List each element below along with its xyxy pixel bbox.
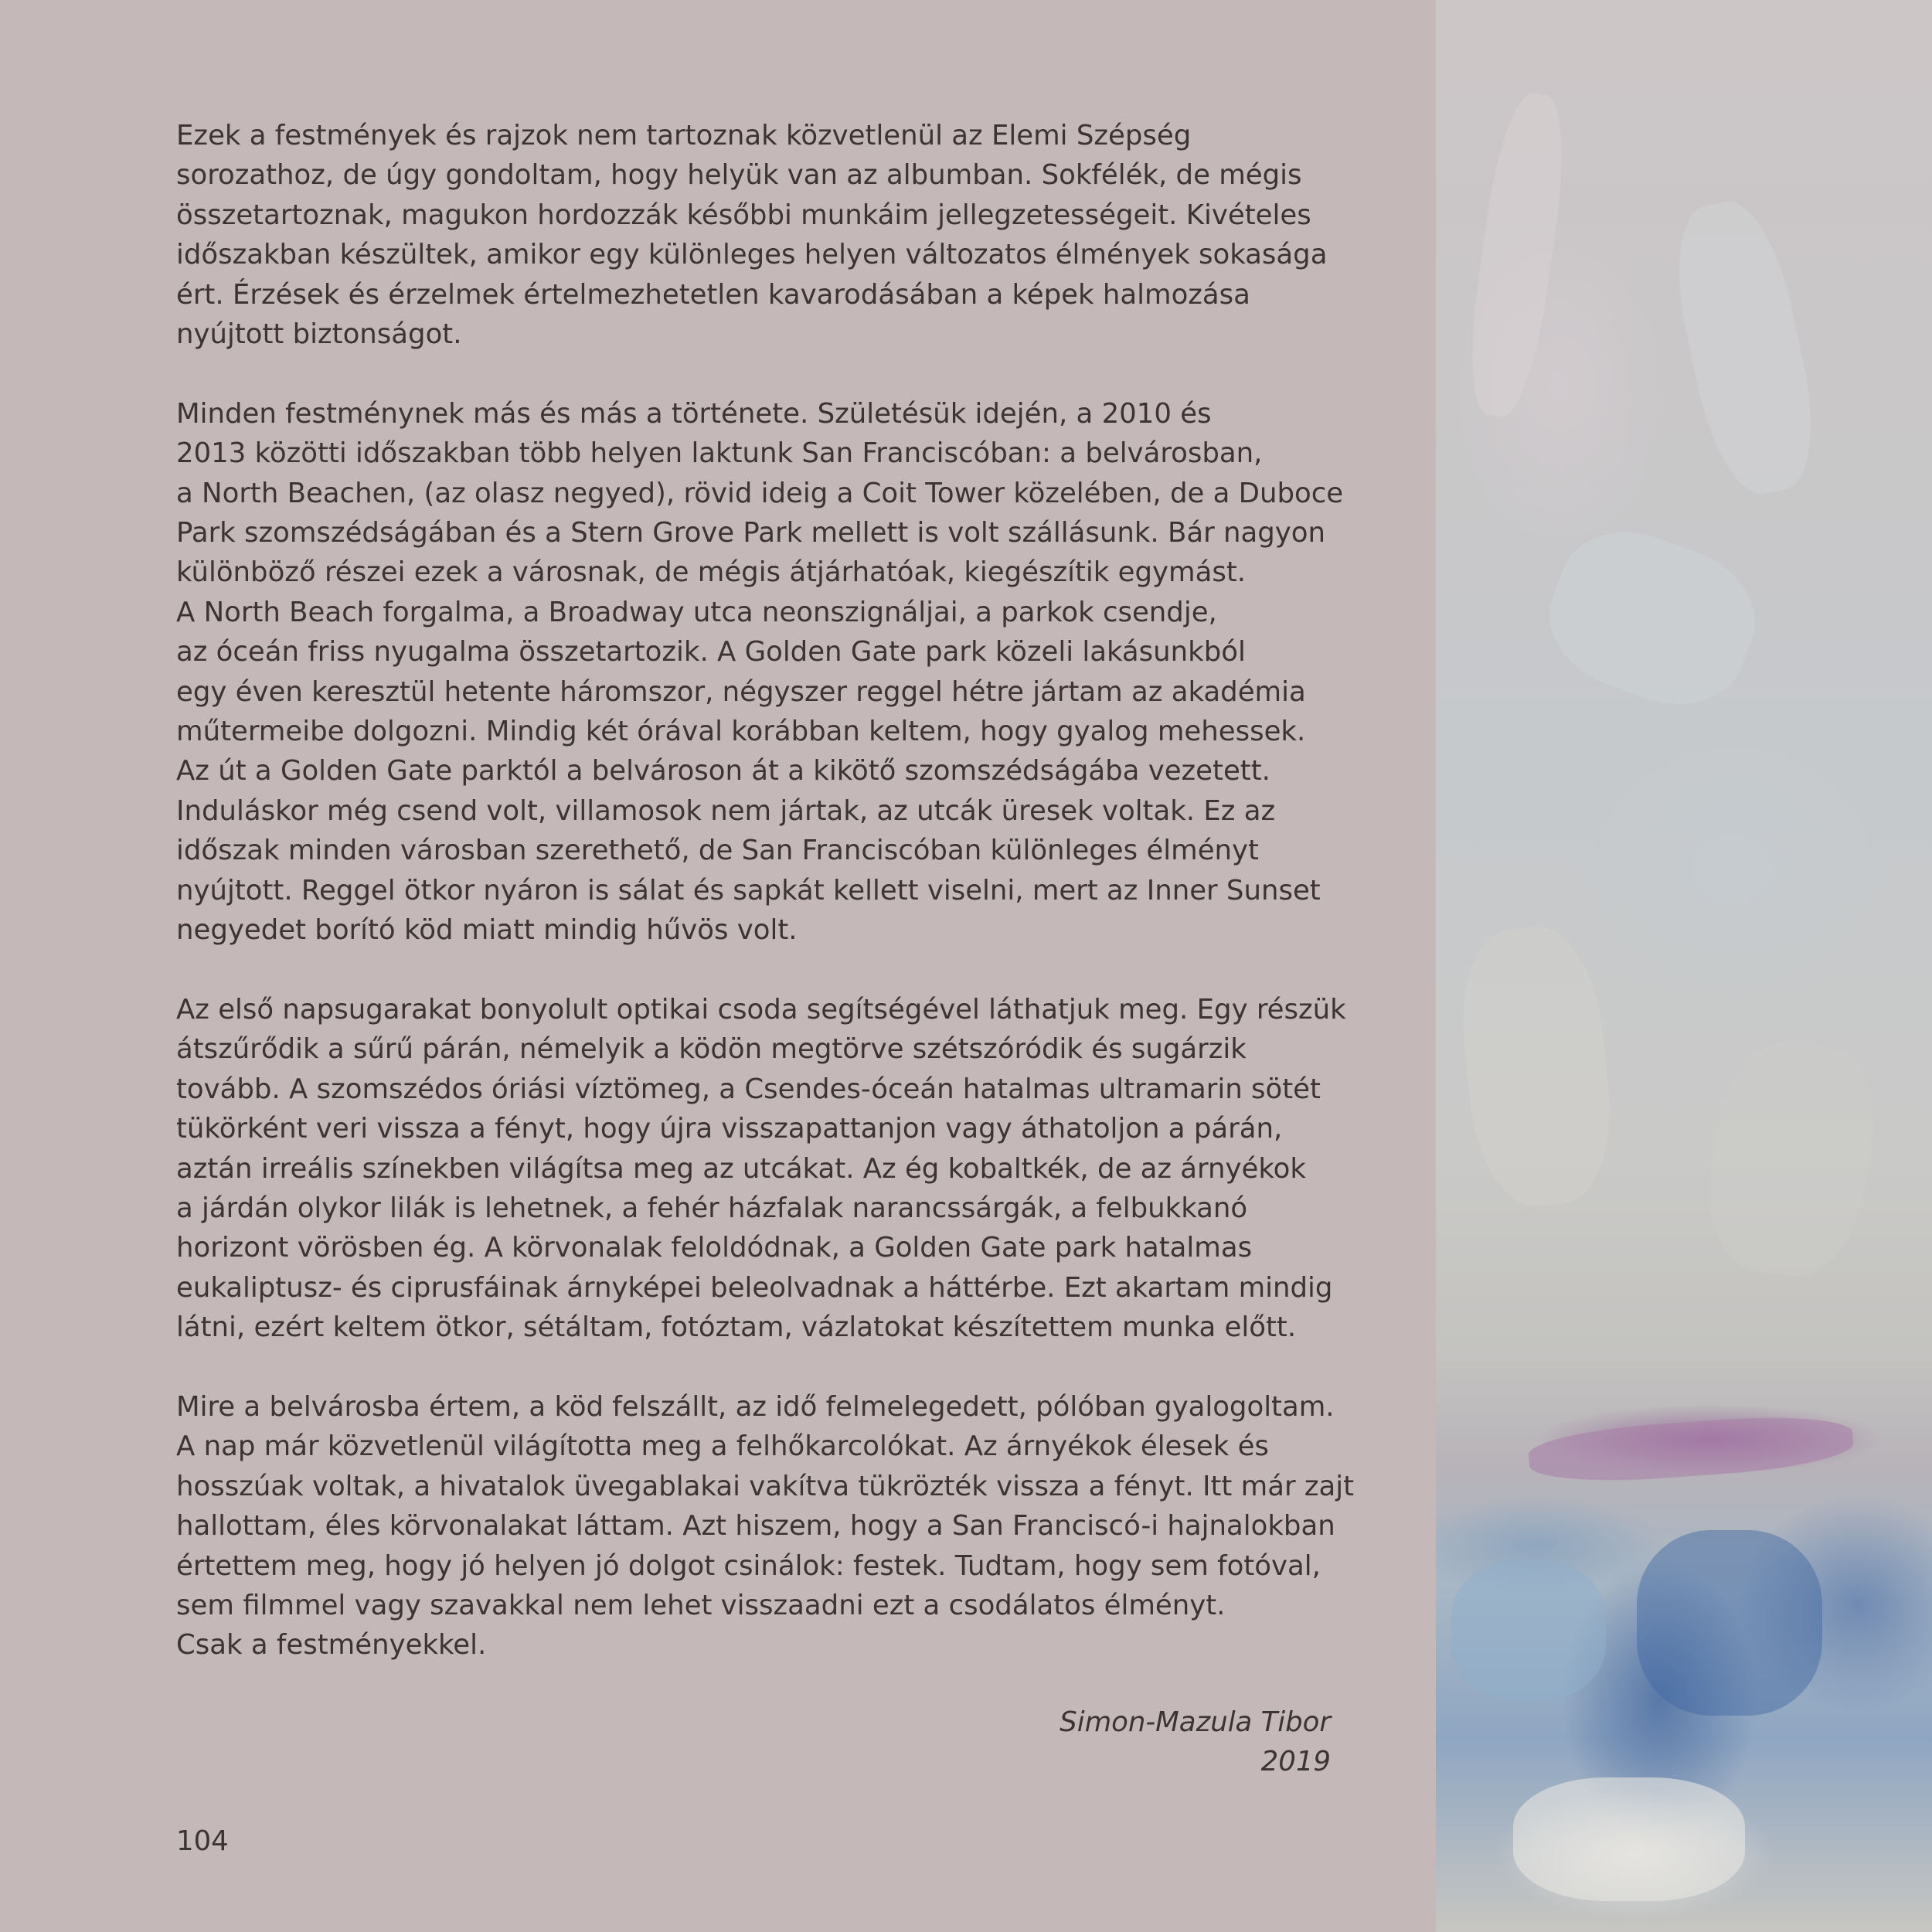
text-line: 2013 közötti időszakban több helyen laktunk San Franciscóban: a belvárosban,: [176, 437, 1263, 470]
text-line: időszakban készültek, amikor egy különleges helyen változatos élmények sokasága: [176, 239, 1328, 271]
paint-stroke: [1532, 512, 1774, 726]
text-line: értettem meg, hogy jó helyen jó dolgot csinálok: festek. Tudtam, hogy sem fotóval,: [176, 1549, 1321, 1582]
text-line: Induláskor még csend volt, villamosok nem jártak, az utcák üresek voltak. Ez az: [176, 794, 1276, 827]
text-line: negyedet borító köd miatt mindig hűvös volt.: [176, 914, 798, 947]
text-line: A North Beach forgalma, a Broadway utca neonszignáljai, a parkok csendje,: [176, 596, 1217, 628]
text-line: aztán irreális színekben világítsa meg az utcákat. Az ég kobaltkék, de az árnyékok: [176, 1152, 1306, 1185]
text-line: időszak minden városban szerethető, de San Franciscóban különleges élményt: [176, 835, 1259, 867]
body-text: [176, 116, 1362, 1705]
text-line: átszűrődik a sűrű párán, némelyik a ködön megtörve szétszóródik és sugárzik: [176, 1033, 1247, 1066]
text-line: különböző részei ezek a városnak, de mégis átjárhatóak, kiegészítik egymást.: [176, 556, 1247, 589]
text-line: Ezek a festmények és rajzok nem tartoznak közvetlenül az Elemi Szépség: [176, 120, 1192, 151]
text-line: hallottam, éles körvonalakat láttam. Azt hiszem, hogy a San Franciscó-i hajnalokban: [176, 1510, 1335, 1543]
text-line: nyújtott. Reggel ötkor nyáron is sálat és sapkát kellett viselni, mert az Inner Sunset: [176, 874, 1321, 906]
text-line: tovább. A szomszédos óriási víztömeg, a Csendes-óceán hatalmas ultramarin sötét: [176, 1073, 1321, 1105]
text-line: Az első napsugarakat bonyolult optikai csoda segítségével láthatjuk meg. Egy részük: [176, 993, 1346, 1026]
page-number: 104: [176, 1825, 229, 1857]
signature-year: 2019: [1260, 1746, 1331, 1778]
paint-stroke: [1637, 1530, 1822, 1716]
paint-stroke: [1527, 1410, 1855, 1487]
text-paragraph: [176, 1387, 1362, 1665]
text-line: A nap már közvetlenül világította meg a felhőkarcolókat. Az árnyékok élesek és: [176, 1430, 1269, 1463]
text-line: összetartoznak, magukon hordozzák későbbi munkáim jellegzetességeit. Kivételes: [176, 199, 1311, 231]
text-line: nyújtott biztonságot.: [176, 318, 462, 351]
signature-block: [176, 1702, 1331, 1782]
text-line: hosszúak voltak, a hivatalok üvegablakai vakítva tükrözték vissza a fényt. Itt már zajt: [176, 1470, 1355, 1502]
signature-author: Simon-Mazula Tibor: [1060, 1706, 1331, 1738]
text-paragraph: [176, 116, 1362, 354]
text-line: ért. Érzések és érzelmek értelmezhetetlen kavarodásában a képek halmozása: [176, 278, 1250, 311]
text-line: tükörként veri vissza a fényt, hogy újra visszapattanjon vagy áthatoljon a párán,: [176, 1113, 1283, 1145]
text-line: műtermeibe dolgozni. Mindig két órával korábban keltem, hogy gyalog mehessek.: [176, 716, 1306, 748]
text-line: sem filmmel vagy szavakkal nem lehet visszaadni ezt a csodálatos élményt.: [176, 1589, 1226, 1621]
text-line: horizont vörösben ég. A körvonalak feloldódnak, a Golden Gate park hatalmas: [176, 1232, 1253, 1264]
text-line: látni, ezért keltem ötkor, sétáltam, fotóztam, vázlatokat készítettem munka előtt.: [176, 1311, 1297, 1344]
text-line: Az út a Golden Gate parktól a belvároson át a kikötő szomszédságába vezetett.: [176, 755, 1270, 787]
painting-detail-image: [1436, 0, 1932, 1932]
paint-stroke: [1695, 1032, 1887, 1287]
text-line: Minden festménynek más és más a története. Születésük idején, a 2010 és: [176, 397, 1212, 430]
text-paragraph: [176, 394, 1362, 951]
text-line: egy éven keresztül hetente háromszor, négyszer reggel hétre jártam az akadémia: [176, 675, 1306, 708]
text-line: a North Beachen, (az olasz negyed), rövid ideig a Coit Tower közelében, de a Duboce: [176, 477, 1344, 509]
text-line: Csak a festményekkel.: [176, 1629, 487, 1662]
text-line: sorozathoz, de úgy gondoltam, hogy helyük van az albumban. Sokfélék, de mégis: [176, 159, 1302, 192]
text-line: Park szomszédságában és a Stern Grove Park mellett is volt szállásunk. Bár nagyon: [176, 517, 1325, 549]
text-line: a járdán olykor lilák is lehetnek, a fehér házfalak narancssárgák, a felbukkanó: [176, 1192, 1248, 1224]
paint-stroke: [1451, 1561, 1606, 1700]
paint-stroke: [1460, 90, 1574, 420]
text-line: az óceán friss nyugalma összetartozik. A Golden Gate park közeli lakásunkból: [176, 636, 1246, 668]
paint-stroke: [1453, 921, 1621, 1213]
text-paragraph: [176, 990, 1362, 1348]
text-line: eukaliptusz- és ciprusfáinak árnyképei beleolvadnak a háttérbe. Ezt akartam mindig: [176, 1271, 1333, 1304]
paint-stroke: [1513, 1777, 1745, 1901]
text-line: Mire a belvárosba értem, a köd felszállt, az idő felmelegedett, pólóban gyalogoltam.: [176, 1390, 1335, 1423]
paint-stroke: [1662, 193, 1828, 503]
